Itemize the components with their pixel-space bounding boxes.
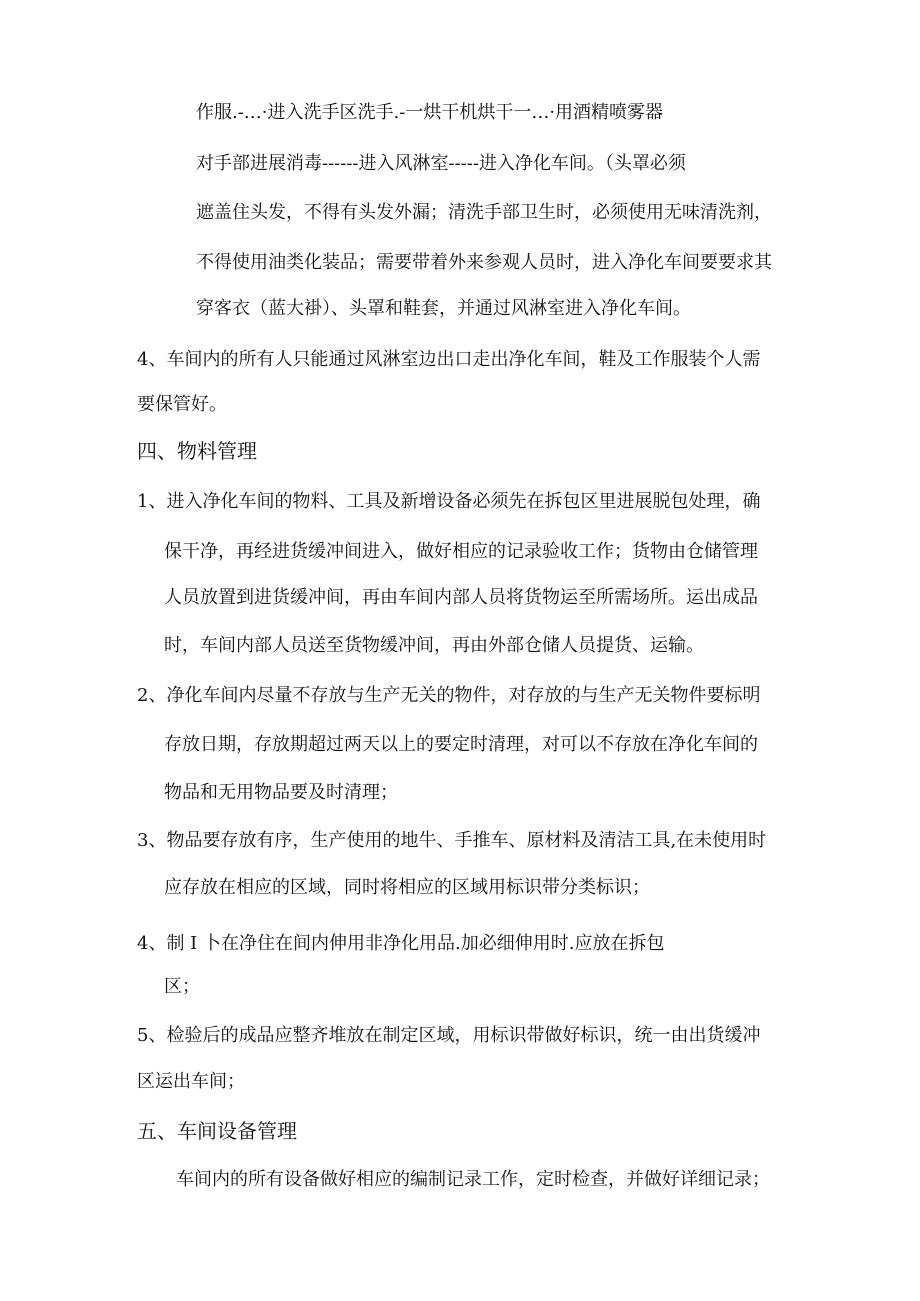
materials-item-2-line-1: 2、净化车间内尽量不存放与生产无关的物件，对存放的与生产无关物件要标明 [137, 685, 761, 706]
materials-item-1-line-4: 时，车间内部人员送至货物缓冲间，再由外部仓储人员提货、运输。 [164, 635, 704, 656]
materials-item-4-line-2: 区； [164, 976, 200, 997]
materials-item-2-line-3: 物品和无用物品要及时清理； [164, 782, 398, 803]
text-line-3: 遮盖住头发，不得有头发外漏；清洗手部卫生时，必须使用无味清洗剂， [196, 202, 772, 223]
section-heading-materials: 四、物料管理 [137, 439, 257, 463]
materials-item-5-line-1: 5、检验后的成品应整齐堆放在制定区域，用标识带做好标识，统一由出货缓冲 [137, 1025, 761, 1046]
text-line-1: 作服.-…·进入洗手区洗手.-一烘干机烘干一…·用酒精喷雾器 [196, 102, 664, 123]
item-4-line-2: 要保管好。 [137, 394, 227, 415]
materials-item-1-line-2: 保干净，再经进货缓冲间进入，做好相应的记录验收工作；货物由仓储管理 [164, 541, 758, 562]
materials-item-2-line-2: 存放日期，存放期超过两天以上的要定时清理，对可以不存放在净化车间的 [164, 734, 758, 755]
text-line-4: 不得使用油类化装品；需要带着外来参观人员时，进入净化车间要要求其 [196, 252, 772, 273]
materials-item-3-line-2: 应存放在相应的区域，同时将相应的区域用标识带分类标识； [164, 877, 650, 898]
section-heading-equipment: 五、车间设备管理 [137, 1119, 297, 1143]
text-line-2: 对手部进展消毒------进入风淋室-----进入净化车间。（头罩必须 [196, 153, 686, 174]
materials-item-4-line-1: 4、制 I 卜在净住在间内伸用非净化用品.加必细伸用时.应放在拆包 [137, 933, 665, 954]
materials-item-1-line-3: 人员放置到进货缓冲间，再由车间内部人员将货物运至所需场所。运出成品 [164, 587, 758, 608]
equipment-paragraph: 车间内的所有设备做好相应的编制记录工作，定时检查，并做好详细记录； [176, 1169, 770, 1190]
materials-item-5-line-2: 区运出车间； [137, 1071, 245, 1092]
text-line-5: 穿客衣（蓝大褂）、头罩和鞋套，并通过风淋室进入净化车间。 [196, 298, 691, 319]
item-4-line-1: 4、车间内的所有人只能通过风淋室边出口走出净化车间，鞋及工作服装个人需 [137, 349, 761, 370]
materials-item-1-line-1: 1、进入净化车间的物料、工具及新增设备必须先在拆包区里进展脱包处理，确 [137, 491, 761, 512]
materials-item-3-line-1: 3、物品要存放有序，生产使用的地牛、手推车、原材料及清洁工具,在未使用时 [137, 830, 767, 851]
